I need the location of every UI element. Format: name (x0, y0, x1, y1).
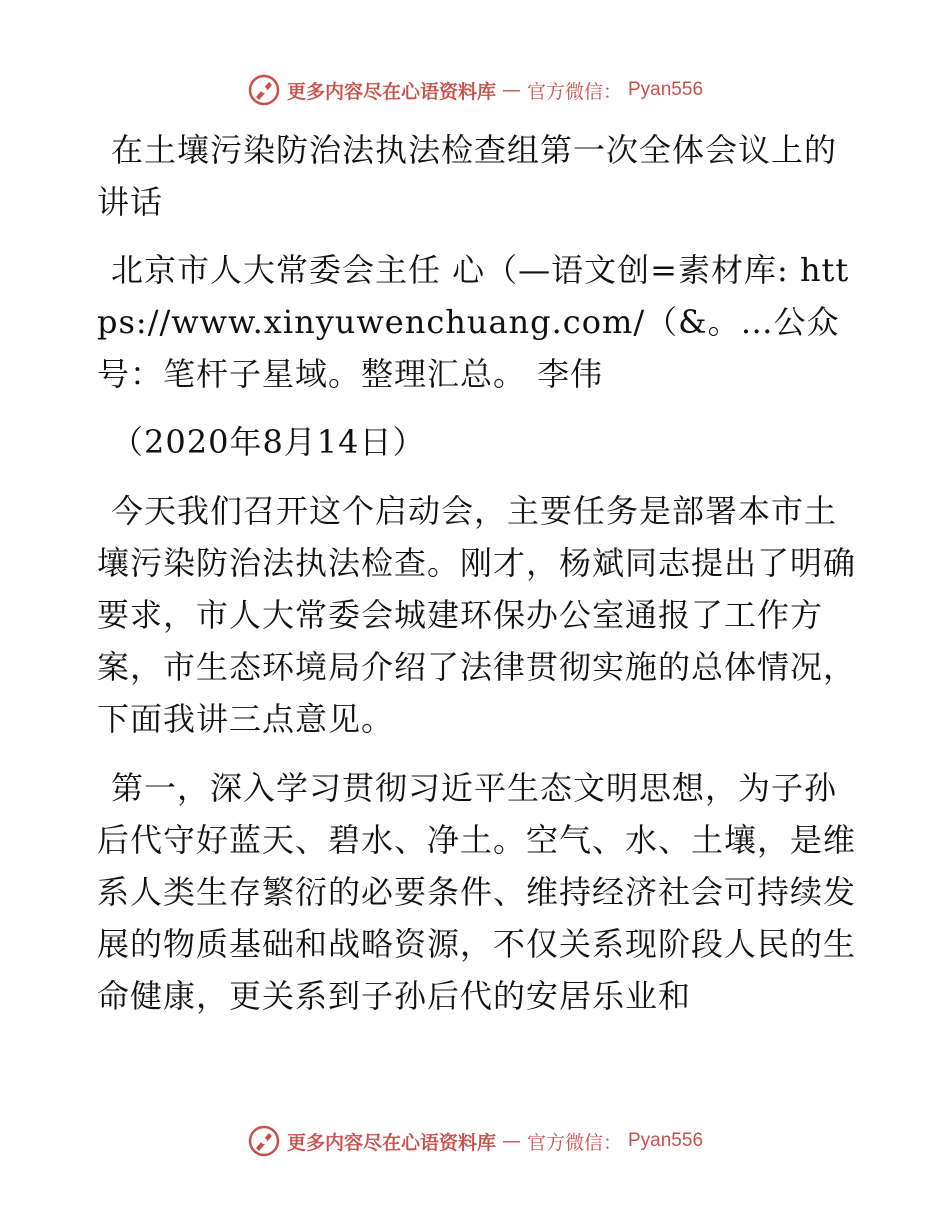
document-title: 在土壤污染防治法执法检查组第一次全体会议上的讲话 (97, 131, 838, 221)
pen-logo-icon (247, 73, 281, 107)
banner-sub-text: 官方微信： (526, 1131, 622, 1154)
banner-dash: — (501, 1130, 521, 1152)
banner-main-text: 更多内容尽在心语资料库 (286, 1131, 496, 1154)
paragraph-2: 第一，深入学习贯彻习近平生态文明思想，为子孙后代守好蓝天、碧水、净土。空气、水、土壤，是维系人类生存繁衍的必要条件、维持经济社会可持续发展的物质基础和战略资源，不仅关系现阶段人民的生命健康，更关系到子孙后代的安居乐业和 (97, 769, 857, 1015)
document-body (97, 124, 857, 1022)
banner-main-text: 更多内容尽在心语资料库 (286, 80, 496, 103)
footer-banner (0, 1121, 950, 1161)
header-banner (0, 70, 950, 110)
banner-wechat-id: Pyan556 (628, 79, 704, 100)
banner-dash: — (501, 79, 521, 101)
banner-sub-text: 官方微信： (526, 80, 622, 103)
paragraph-1: 今天我们召开这个启动会，主要任务是部署本市土壤污染防治法执法检查。刚才，杨斌同志提出了明确要求，市人大常委会城建环保办公室通报了工作方案，市生态环境局介绍了法律贯彻实施的总体情况，下面我讲三点意见。 (97, 492, 857, 738)
source-line: 北京市人大常委会主任 心（—语文创=素材库: https://www.xinyuwenchuang.com/（&。…公众号：笔杆子星域。整理汇总。 李伟 (97, 251, 850, 393)
pen-logo-icon (247, 1124, 281, 1158)
date-line: （2020年8月14日） (111, 423, 426, 461)
banner-wechat-id: Pyan556 (628, 1130, 704, 1151)
